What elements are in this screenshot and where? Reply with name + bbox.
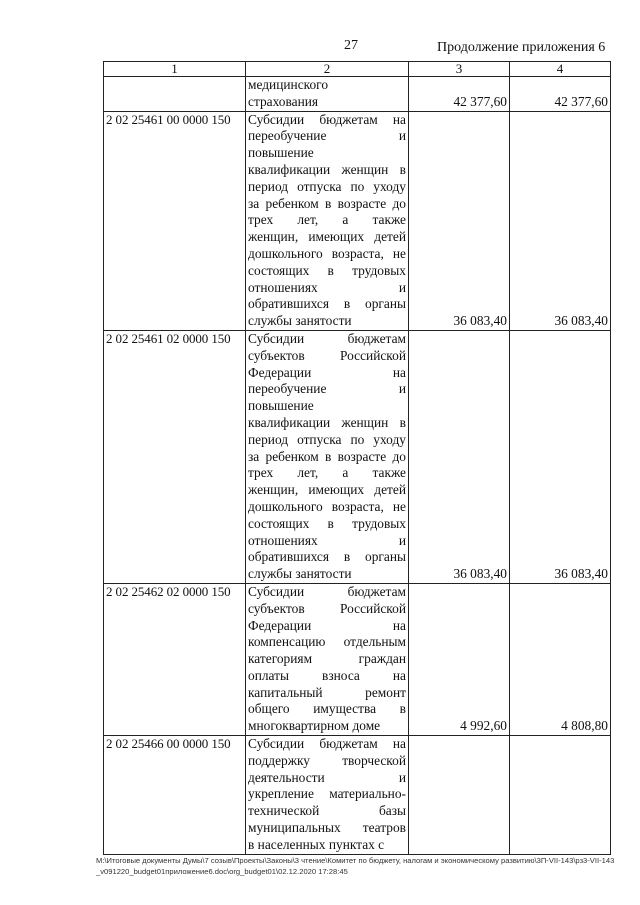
description-line: за ребенком в возрасте до — [248, 195, 406, 211]
amount-cell-col4: 4 808,80 — [510, 583, 611, 735]
table-header-row — [104, 62, 611, 77]
description-line: поддержку творческой — [248, 752, 406, 768]
table-body — [104, 77, 611, 855]
description-line: женщин, имеющих детей — [248, 229, 406, 245]
amount-cell-col3: 36 083,40 — [409, 330, 510, 583]
description-line: Субсидии бюджетам на — [248, 111, 406, 127]
description-line: обратившихся в органы — [248, 549, 406, 565]
table-row — [104, 330, 611, 583]
description-line: отношениях и — [248, 279, 406, 295]
amount-cell-col3 — [409, 736, 510, 855]
description-cell — [246, 736, 409, 855]
description-cell — [246, 77, 409, 112]
description-line: женщин, имеющих детей — [248, 482, 406, 498]
budget-code-cell — [104, 77, 246, 112]
description-line: Субсидии бюджетам на — [248, 736, 406, 752]
table-row — [104, 583, 611, 735]
description-line: переобучение и — [248, 128, 406, 144]
description-line: дошкольного возраста, не — [248, 498, 406, 514]
description-line: деятельности и — [248, 769, 406, 785]
description-line: общего имущества в — [248, 701, 406, 717]
table-row — [104, 111, 611, 330]
budget-code-cell: 2 02 25466 00 0000 150 — [104, 736, 246, 855]
column-header-4: 4 — [510, 62, 611, 77]
description-cell — [246, 111, 409, 330]
description-line: обратившихся в органы — [248, 296, 406, 312]
description-line: в населенных пунктах с — [248, 836, 385, 852]
description-line: Субсидии бюджетам — [248, 330, 406, 346]
description-line: Федерации на — [248, 364, 406, 380]
description-line: оплаты взноса на — [248, 667, 406, 683]
budget-code-cell: 2 02 25461 02 0000 150 — [104, 330, 246, 583]
description-line: квалификации женщин в — [248, 414, 406, 430]
description-line: трех лет, а также — [248, 212, 406, 228]
description-line: состоящих в трудовых — [248, 515, 406, 531]
amount-cell-col4: 36 083,40 — [510, 330, 611, 583]
description-line: период отпуска по уходу — [248, 431, 406, 447]
continuation-label: Продолжение приложения 6 — [437, 40, 606, 55]
column-header-2: 2 — [246, 62, 409, 77]
description-cell — [246, 330, 409, 583]
description-line: службы занятости — [248, 313, 352, 329]
description-line: повышение — [248, 145, 314, 161]
amount-cell-col4 — [510, 736, 611, 855]
amount-cell-col3: 42 377,60 — [409, 77, 510, 112]
description-line: квалификации женщин в — [248, 161, 406, 177]
budget-table — [103, 61, 611, 855]
page-number: 27 — [344, 38, 358, 53]
description-line: капитальный ремонт — [248, 684, 406, 700]
column-header-3: 3 — [409, 62, 510, 77]
description-line: отношениях и — [248, 532, 406, 548]
description-line: категориям граждан — [248, 651, 406, 667]
description-line: период отпуска по уходу — [248, 178, 406, 194]
description-line: субъектов Российской — [248, 347, 406, 363]
budget-code-cell: 2 02 25462 02 0000 150 — [104, 583, 246, 735]
description-line: субъектов Российской — [248, 600, 406, 616]
file-path-footer: M:\Итоговые документы Думы\7 созыв\Проекты\Законы\3 чтение\Комитет по бюджету, налогам и экономическому развитию\3П-VII-143\рз3-VII-143_v091220_budget01приложение6.doc\org_budget01\02.12.2020 17:28:45 — [96, 856, 615, 876]
description-line: состоящих в трудовых — [248, 262, 406, 278]
description-line: переобучение и — [248, 381, 406, 397]
table-row — [104, 77, 611, 112]
description-line: Субсидии бюджетам — [248, 583, 406, 599]
budget-code-cell: 2 02 25461 00 0000 150 — [104, 111, 246, 330]
amount-cell-col3: 4 992,60 — [409, 583, 510, 735]
description-line: повышение — [248, 398, 314, 414]
description-line: муниципальных театров — [248, 820, 406, 836]
description-line: технической базы — [248, 803, 406, 819]
amount-cell-col4: 36 083,40 — [510, 111, 611, 330]
description-line: медицинского — [248, 77, 329, 92]
description-line: Федерации на — [248, 617, 406, 633]
column-header-1: 1 — [104, 62, 246, 77]
description-line: компенсацию отдельным — [248, 634, 406, 650]
description-line: трех лет, а также — [248, 465, 406, 481]
description-line: дошкольного возраста, не — [248, 245, 406, 261]
description-line: многоквартирном доме — [248, 718, 381, 734]
amount-cell-col3: 36 083,40 — [409, 111, 510, 330]
description-cell — [246, 583, 409, 735]
description-line: службы занятости — [248, 566, 352, 582]
description-line: укрепление материально- — [248, 786, 406, 802]
table-row — [104, 736, 611, 855]
description-line: страхования — [248, 93, 319, 109]
amount-cell-col4: 42 377,60 — [510, 77, 611, 112]
description-line: за ребенком в возрасте до — [248, 448, 406, 464]
